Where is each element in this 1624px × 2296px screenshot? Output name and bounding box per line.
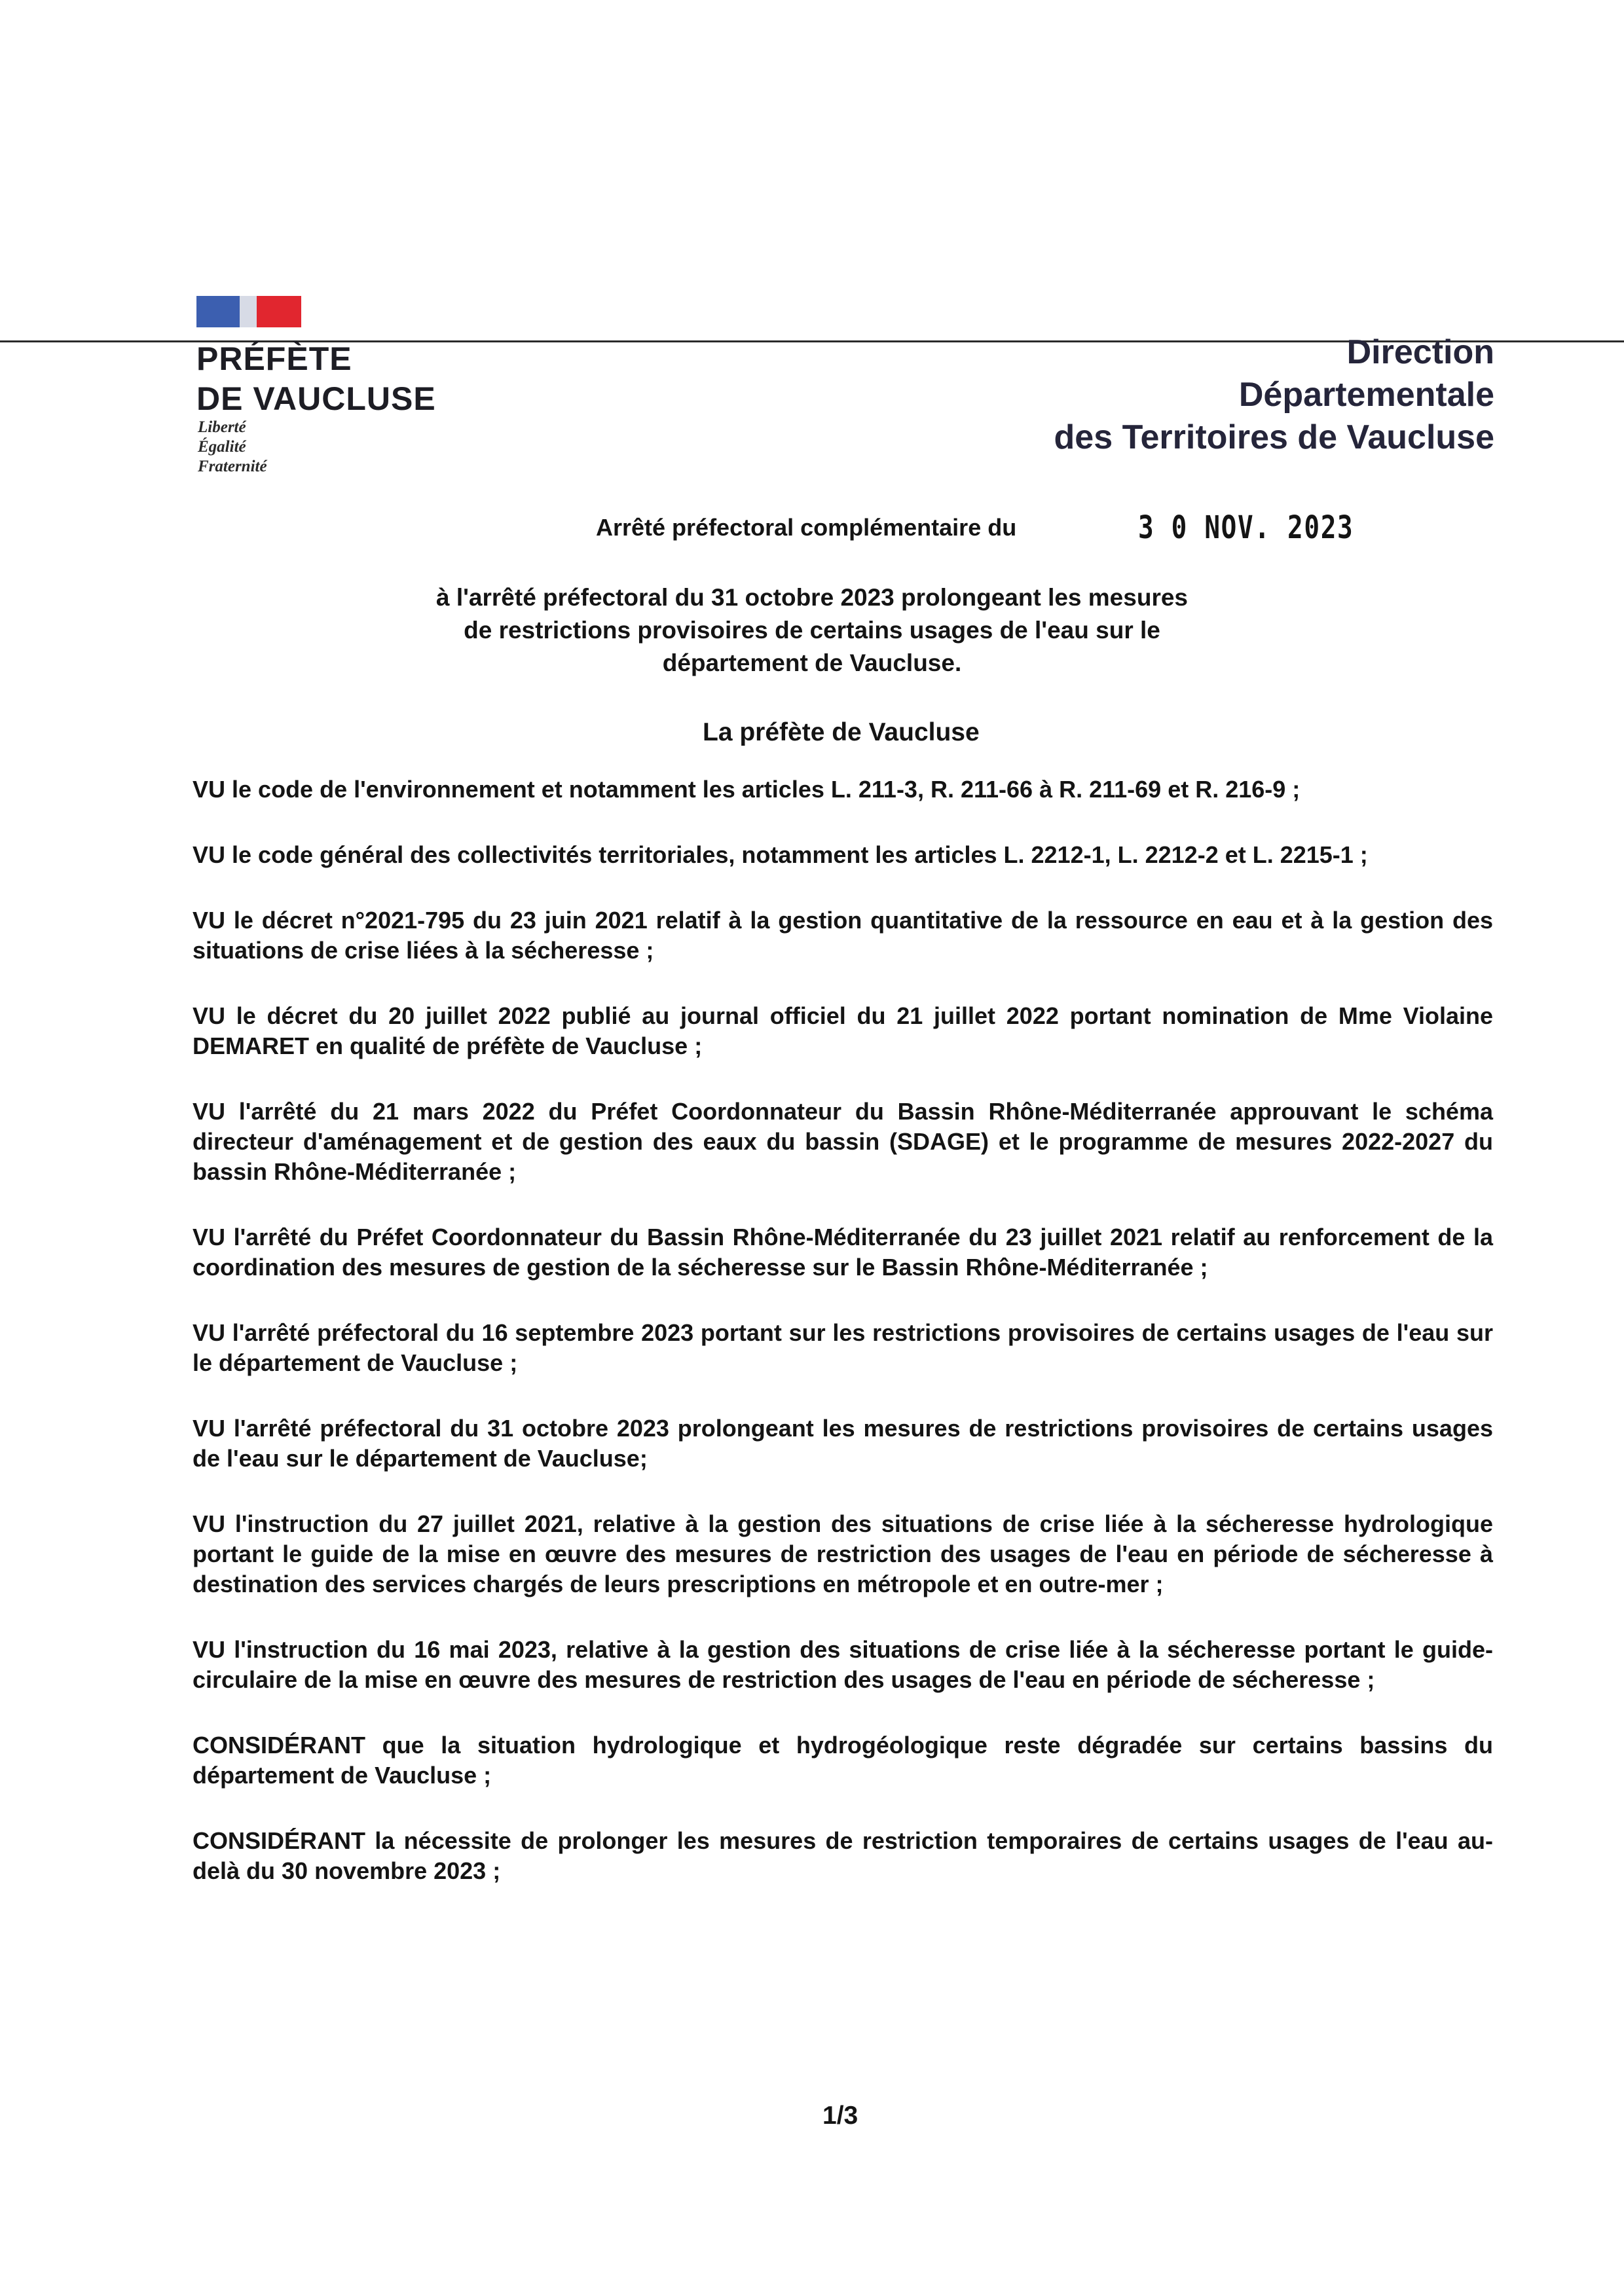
- paragraph: [193, 1001, 1493, 1061]
- paragraph: [193, 840, 1493, 870]
- marianne-profile: [240, 296, 257, 327]
- paragraph-text: la nécessite de prolonger les mesures de restriction temporaires de certains usages de l'eau au-delà du 30 novembre 2023 ;: [193, 1827, 1493, 1884]
- document-body: [193, 774, 1493, 1922]
- paragraph-keyword: VU: [193, 1415, 226, 1442]
- paragraph-keyword: VU: [193, 1098, 226, 1125]
- motto-egalite: Égalité: [198, 438, 246, 456]
- page-number: 1/3: [822, 2102, 858, 2130]
- paragraph: [193, 1509, 1493, 1599]
- prefecture-line: PRÉFÈTE: [196, 340, 352, 377]
- paragraph-text: l'instruction du 27 juillet 2021, relative à la gestion des situations de crise liée à la sécheresse hydrologique portant le guide de la mise en œuvre des mesures de restriction des usages de l'eau en période de sécheresse à destination des services chargés de leurs prescriptions en métropole et en outre-mer ;: [193, 1510, 1493, 1597]
- subtitle-line: de restrictions provisoires de certains usages de l'eau sur le: [464, 617, 1160, 644]
- paragraph-text: le code de l'environnement et notamment les articles L. 211-3, R. 211-66 à R. 211-69 et R. 216-9 ;: [232, 776, 1301, 803]
- paragraph-keyword: CONSIDÉRANT: [193, 1827, 366, 1854]
- paragraph: [193, 774, 1493, 805]
- paragraph-text: le décret n°2021-795 du 23 juin 2021 relatif à la gestion quantitative de la ressource en eau et à la gestion des situations de crise liées à la sécheresse ;: [193, 907, 1493, 964]
- direction-block: [1054, 331, 1494, 459]
- paragraph-keyword: VU: [193, 841, 226, 868]
- paragraph-text: le décret du 20 juillet 2022 publié au journal officiel du 21 juillet 2022 portant nomination de Mme Violaine DEMARET en qualité de préfète de Vaucluse ;: [193, 1002, 1494, 1059]
- paragraph: [193, 1730, 1493, 1791]
- paragraph-text: que la situation hydrologique et hydrogéologique reste dégradée sur certains bassins du département de Vaucluse ;: [193, 1732, 1493, 1789]
- prefecture-line: DE VAUCLUSE: [196, 380, 436, 417]
- motto-liberte: Liberté: [198, 418, 246, 436]
- paragraph-text: l'arrêté du Préfet Coordonnateur du Bassin Rhône-Méditerranée du 23 juillet 2021 relatif au renforcement de la coordination des mesures de gestion de la sécheresse sur le Bassin Rhône-Méditerranée ;: [193, 1224, 1493, 1281]
- paragraph-keyword: VU: [193, 1002, 226, 1029]
- document-subtitle: [367, 581, 1257, 680]
- authority-line: La préfète de Vaucluse: [703, 718, 980, 746]
- paragraph-text: le code général des collectivités territoriales, notamment les articles L. 2212-1, L. 2212-2 et L. 2215-1 ;: [232, 841, 1368, 868]
- date-stamp: 3 0 NOV. 2023: [1138, 509, 1354, 546]
- motto-fraternite: Fraternité: [198, 458, 267, 475]
- paragraph: [193, 1413, 1493, 1474]
- paragraph-text: l'arrêté préfectoral du 31 octobre 2023 prolongeant les mesures de restrictions provisoires de certains usages de l'eau sur le département de Vaucluse;: [193, 1415, 1493, 1472]
- paragraph-keyword: VU: [193, 907, 226, 934]
- paragraph-keyword: VU: [193, 1636, 226, 1663]
- prefecture-name: [196, 339, 436, 419]
- paragraph: [193, 1826, 1493, 1886]
- direction-line: Direction: [1346, 333, 1494, 371]
- paragraph: [193, 1635, 1493, 1695]
- paragraph: [193, 1097, 1493, 1187]
- paragraph-text: l'arrêté du 21 mars 2022 du Préfet Coordonnateur du Bassin Rhône-Méditerranée approuvant le schéma directeur d'aménagement et de gestion des eaux du bassin (SDAGE) et le programme de mesures 2022-2027 du bassin Rhône-Méditerranée ;: [193, 1098, 1493, 1185]
- paragraph-text: l'instruction du 16 mai 2023, relative à la gestion des situations de crise liée à la sécheresse portant le guide-circulaire de la mise en œuvre des mesures de restriction des usages de l'eau en période de sécheresse ;: [193, 1636, 1493, 1693]
- paragraph: [193, 1318, 1493, 1378]
- subtitle-line: à l'arrêté préfectoral du 31 octobre 2023 prolongeant les mesures: [435, 584, 1188, 611]
- republic-motto: [198, 418, 267, 477]
- direction-line: Départementale: [1238, 376, 1494, 414]
- paragraph: [193, 905, 1493, 966]
- paragraph-keyword: VU: [193, 1224, 226, 1250]
- flag-blue-band: [196, 296, 240, 327]
- paragraph-keyword: VU: [193, 1510, 226, 1537]
- subtitle-line: département de Vaucluse.: [662, 649, 962, 676]
- paragraph-keyword: CONSIDÉRANT: [193, 1732, 366, 1758]
- direction-line: des Territoires de Vaucluse: [1054, 418, 1494, 456]
- document-title: Arrêté préfectoral complémentaire du: [596, 514, 1017, 541]
- marianne-logo: [196, 296, 301, 327]
- flag-red-band: [257, 296, 301, 327]
- paragraph-text: l'arrêté préfectoral du 16 septembre 2023 portant sur les restrictions provisoires de certains usages de l'eau sur le département de Vaucluse ;: [193, 1319, 1493, 1376]
- paragraph-keyword: VU: [193, 1319, 226, 1346]
- paragraph: [193, 1222, 1493, 1283]
- paragraph-keyword: VU: [193, 776, 226, 803]
